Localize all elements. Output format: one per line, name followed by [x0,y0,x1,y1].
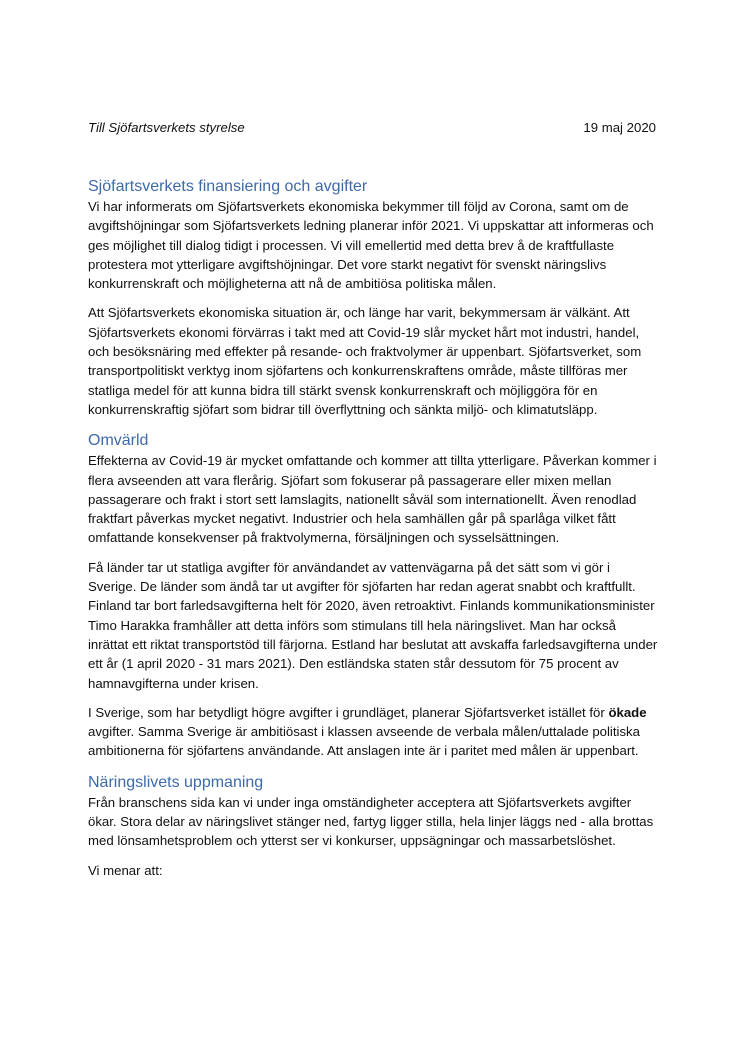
text-run: avgifter. Samma Sverige är ambitiösast i klassen avseende de verbala målen/uttalade politiska ambitionerna för sjöfartens användande. Att anslagen inte är i paritet med målen är uppenbart. [88,724,640,759]
bold-text-run: ökade [608,704,647,720]
paragraph: Från branschens sida kan vi under inga omständigheter acceptera att Sjöfartsverkets avgifter ökar. Stora delar av näringslivet stänger ned, fartyg ligger stilla, hela linjer läggs ned - alla brottas med lönsamhetsproblem och ytterst ser vi konkurser, uppsägningar och massarbetslöshet. [88,794,654,849]
section-omvarld [88,431,658,760]
paragraph: Effekterna av Covid-19 är mycket omfattande och kommer att tillta ytterligare. Påverkan kommer i flera avseenden att vara flerårig. Sjöfart som fokuserar på passagerare eller mixen mellan passagerare och frakt i stort sett lamslagits, nationellt såväl som internationellt. Även renodlad fraktfart påverkas mycket negativt. Industrier och hela samhällen går på sparlåga vilket fått omfattande konsekvenser på fraktvolymerna, försäljningen och sysselsättningen. [88,453,657,546]
recipient-line: Till Sjöfartsverkets styrelse [88,120,245,135]
section-heading-financing: Sjöfartsverkets finansiering och avgifter [88,178,368,195]
section-naringslivets-uppmaning [88,773,658,880]
section-heading-uppmaning: Näringslivets uppmaning [88,773,264,791]
letter-date: 19 maj 2020 [583,120,656,135]
section-heading-omvarld: Omvärld [88,432,149,450]
letter-header [88,119,658,137]
section-financing [88,177,658,419]
paragraph-rich [88,703,658,761]
paragraph: Vi menar att: [88,862,163,878]
paragraph: Att Sjöfartsverkets ekonomiska situation är, och länge har varit, bekymmersam är välkänt. Att Sjöfartsverkets ekonomi förvärras i takt med att Covid-19 slår mycket hårt mot industri, handel, och besöksnäring med effekter på resande- och fraktvolymer är uppenbart. Sjöfartsverket, som transportpolitiskt verktyg inom sjöfartens och konkurrenskraftens område, måste tillföras mer statliga medel för att kunna bidra till stärkt svensk konkurrenskraft och möjliggöra för en konkurrenskraftig sjöfart som bidrar till överflyttning och sänkta miljö- och klimatutsläpp. [88,305,642,417]
paragraph: Vi har informerats om Sjöfartsverkets ekonomiska bekymmer till följd av Corona, samt om de avgiftshöjningar som Sjöfartsverkets ledning planerar inför 2021. Vi uppskattar att informeras och ges möjlighet till dialog tidigt i processen. Vi vill emellertid med detta brev å de kraftfullaste protestera mot ytterligare avgiftshöjningar. Det vore starkt negativt för svenskt näringslivs konkurrenskraft och möjligheterna att nå de ambitiösa politiska målen. [88,199,654,292]
paragraph: Få länder tar ut statliga avgifter för användandet av vattenvägarna på det sätt som vi gör i Sverige. De länder som ändå tar ut avgifter för sjöfarten har redan agerat snabbt och kraftfullt. Finland tar bort farledsavgifterna helt för 2020, även retroaktivt. Finlands kommunikationsminister Timo Harakka framhåller att detta införs som stimulans till hela näringslivet. Man har också inrättat ett riktat transportstöd till färjorna. Estland har beslutat att avskaffa farledsavgifterna under ett år (1 april 2020 - 31 mars 2021). Den estländska staten står dessutom för 75 procent av hamnavgifterna under krisen. [88,559,658,691]
text-run: I Sverige, som har betydligt högre avgifter i grundläget, planerar Sjöfartsverket istället för [88,704,609,720]
